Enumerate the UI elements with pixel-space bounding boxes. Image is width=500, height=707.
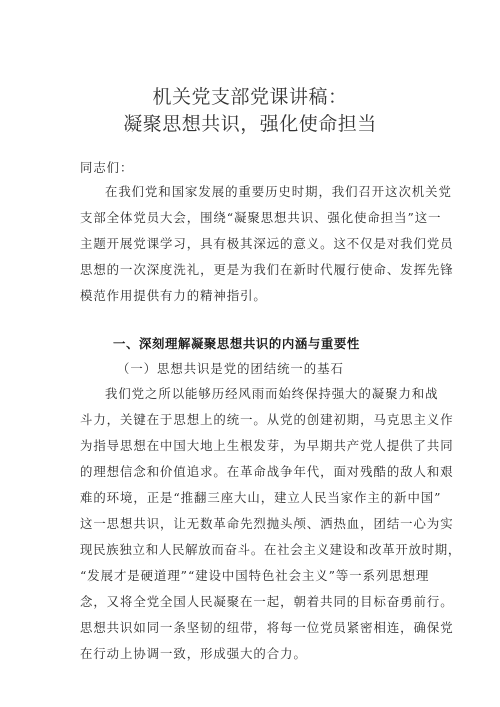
body-line: 现民族独立和人民解放而奋斗。在社会主义建设和改革开放时期， xyxy=(80,542,462,557)
intro-line: 主题开展党课学习，具有极其深远的意义。这不仅是对我们党员 xyxy=(80,236,454,251)
intro-line: 支部全体党员大会，围绕“凝聚思想共识、强化使命担当”这一 xyxy=(80,210,442,225)
body-line: 斗力，关键在于思想上的统一。从党的创建初期，马克思主义作 xyxy=(80,412,454,427)
salutation: 同志们： xyxy=(80,160,134,175)
subsection-heading: （一）思想共识是党的团结统一的基石 xyxy=(117,361,344,376)
body-line: 在行动上协调一致，形成强大的合力。 xyxy=(80,646,307,661)
body-line: 我们党之所以能够历经风雨而始终保持强大的凝聚力和战 xyxy=(105,386,439,401)
intro-line: 在我们党和国家发展的重要历史时期，我们召开这次机关党 xyxy=(105,184,452,199)
body-line: 难的环境，正是“推翻三座大山，建立人民当家作主的新中国” xyxy=(80,490,442,505)
section-heading: 一、深刻理解凝聚思想共识的内涵与重要性 xyxy=(113,336,360,351)
document-title-line-2: 凝聚思想共识，强化使命担当 xyxy=(123,113,377,135)
body-line: 这一思想共识，让无数革命先烈抛头颅、洒热血，团结一心为实 xyxy=(80,516,454,531)
body-line: 念，又将全党全国人民凝聚在一起，朝着共同的目标奋勇前行。 xyxy=(80,594,454,609)
intro-line: 思想的一次深度洗礼，更是为我们在新时代履行使命、发挥先锋 xyxy=(80,262,454,277)
document-title-line-1: 机关党支部党课讲稿： xyxy=(152,86,348,108)
body-line: 的理想信念和价值追求。在革命战争年代，面对残酷的敌人和艰 xyxy=(80,464,454,479)
body-line: 思想共识如同一条坚韧的纽带，将每一位党员紧密相连，确保党 xyxy=(80,620,454,635)
intro-line: 模范作用提供有力的精神指引。 xyxy=(80,288,267,303)
body-line: “发展才是硬道理”“建设中国特色社会主义”等一系列思想理 xyxy=(80,568,430,583)
body-line: 为指导思想在中国大地上生根发芽，为早期共产党人提供了共同 xyxy=(80,438,454,453)
